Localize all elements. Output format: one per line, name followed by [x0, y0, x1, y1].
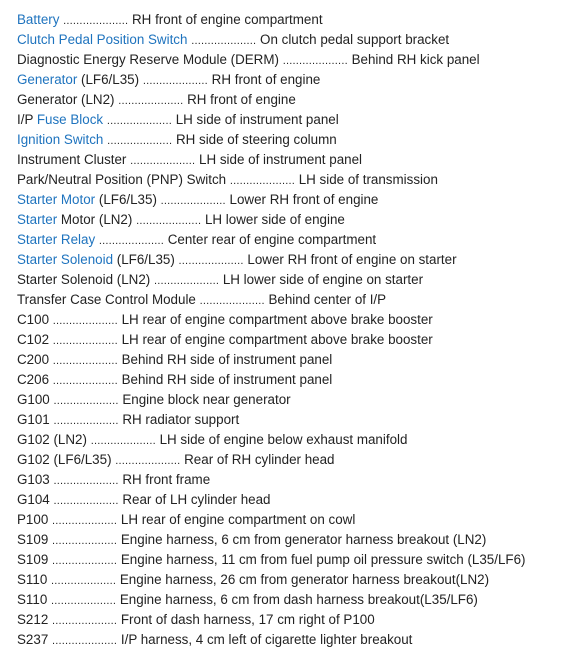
leader-dots: ....................	[282, 55, 348, 67]
location-text: RH front of engine	[187, 92, 296, 107]
leader-dots: ....................	[153, 275, 220, 287]
location-text: RH radiator support	[122, 412, 240, 427]
component-name: G100	[17, 392, 50, 407]
component-name: P100	[17, 512, 49, 527]
location-text: LH side of transmission	[298, 172, 438, 187]
leader-dots: ....................	[142, 75, 208, 87]
leader-dots: ....................	[90, 435, 156, 447]
list-item	[17, 70, 577, 90]
list-item	[17, 550, 577, 570]
component-name: G101	[17, 412, 50, 427]
location-text: LH lower side of engine	[204, 212, 345, 227]
location-text: Engine harness, 11 cm from fuel pump oil pressure switch (L35/LF6)	[120, 552, 526, 567]
leader-dots: ....................	[130, 155, 196, 167]
component-link[interactable]: Starter Relay	[17, 232, 96, 247]
component-link[interactable]: Starter Solenoid	[17, 252, 114, 267]
list-item	[17, 110, 577, 130]
location-text: Rear of RH cylinder head	[184, 452, 335, 467]
list-item	[17, 430, 577, 450]
component-name: S110	[17, 572, 48, 587]
component-name: Starter Solenoid (LN2)	[17, 272, 151, 287]
location-text: Lower RH front of engine	[229, 192, 379, 207]
component-link[interactable]: Starter	[17, 212, 58, 227]
location-text: RH side of steering column	[175, 132, 337, 147]
component-link[interactable]: Fuse Block	[36, 112, 104, 127]
leader-dots: ....................	[136, 215, 202, 227]
location-text: LH lower side of engine on starter	[222, 272, 424, 287]
location-text: LH side of engine below exhaust manifold	[159, 432, 408, 447]
component-name: C102	[17, 332, 50, 347]
location-text: Center rear of engine compartment	[167, 232, 377, 247]
component-link[interactable]: Generator	[17, 72, 78, 87]
location-text: Behind RH side of instrument panel	[121, 352, 333, 367]
component-name: Diagnostic Energy Reserve Module (DERM)	[17, 52, 279, 67]
list-item	[17, 190, 577, 210]
component-name: G103	[17, 472, 50, 487]
leader-dots: ....................	[53, 395, 119, 407]
location-text: LH rear of engine compartment above brake booster	[121, 312, 433, 327]
component-link[interactable]: Battery	[17, 12, 60, 27]
component-name: (LF6/L35)	[95, 192, 157, 207]
component-name: (LF6/L35)	[113, 252, 175, 267]
leader-dots: ....................	[160, 195, 226, 207]
list-item	[17, 530, 577, 550]
leader-dots: ....................	[51, 575, 117, 587]
leader-dots: ....................	[52, 615, 118, 627]
list-item	[17, 570, 577, 590]
location-text: Rear of LH cylinder head	[122, 492, 271, 507]
leader-dots: ....................	[98, 235, 164, 247]
leader-dots: ....................	[52, 375, 118, 387]
component-name: S109	[17, 532, 49, 547]
location-text: Behind center of I/P	[268, 292, 387, 307]
location-text: On clutch pedal support bracket	[260, 32, 450, 47]
list-item	[17, 210, 577, 230]
list-item	[17, 250, 577, 270]
list-item	[17, 150, 577, 170]
list-item	[17, 10, 577, 30]
list-item	[17, 630, 577, 650]
component-name: S110	[17, 592, 48, 607]
list-item	[17, 90, 577, 110]
component-name: G104	[17, 492, 50, 507]
component-name: S212	[17, 612, 49, 627]
location-text: LH side of instrument panel	[175, 112, 339, 127]
location-text: RH front frame	[122, 472, 211, 487]
component-name: G102 (LF6/L35)	[17, 452, 112, 467]
list-item	[17, 370, 577, 390]
leader-dots: ....................	[52, 335, 118, 347]
location-text: Front of dash harness, 17 cm right of P100	[120, 612, 375, 627]
leader-dots: ....................	[118, 95, 184, 107]
location-text: LH rear of engine compartment above brake booster	[121, 332, 433, 347]
leader-dots: ....................	[52, 515, 118, 527]
leader-dots: ....................	[115, 455, 181, 467]
location-text: Engine harness, 6 cm from generator harness breakout (LN2)	[120, 532, 487, 547]
list-item	[17, 290, 577, 310]
component-name: S109	[17, 552, 49, 567]
component-name: Generator (LN2)	[17, 92, 115, 107]
leader-dots: ....................	[229, 175, 295, 187]
list-item	[17, 610, 577, 630]
leader-dots: ....................	[53, 415, 119, 427]
leader-dots: ....................	[63, 15, 129, 27]
list-item	[17, 310, 577, 330]
component-link[interactable]: Ignition Switch	[17, 132, 104, 147]
location-text: RH front of engine	[211, 72, 321, 87]
location-text: Engine harness, 6 cm from dash harness breakout(L35/LF6)	[119, 592, 478, 607]
list-item	[17, 130, 577, 150]
list-item	[17, 350, 577, 370]
leader-dots: ....................	[53, 475, 119, 487]
location-text: Behind RH side of instrument panel	[121, 372, 333, 387]
list-item	[17, 330, 577, 350]
component-name: Transfer Case Control Module	[17, 292, 196, 307]
leader-dots: ....................	[107, 135, 173, 147]
component-name: Instrument Cluster	[17, 152, 127, 167]
list-item	[17, 410, 577, 430]
leader-dots: ....................	[52, 535, 118, 547]
leader-dots: ....................	[199, 295, 265, 307]
location-text: I/P harness, 4 cm left of cigarette lighter breakout	[120, 632, 413, 647]
location-text: Engine harness, 26 cm from generator harness breakout(LN2)	[119, 572, 490, 587]
component-name: (LF6/L35)	[77, 72, 140, 87]
component-name: C100	[17, 312, 50, 327]
location-text: LH side of instrument panel	[199, 152, 363, 167]
component-name: I/P	[17, 112, 37, 127]
component-name: Park/Neutral Position (PNP) Switch	[17, 172, 227, 187]
component-name: C200	[17, 352, 50, 367]
list-item	[17, 490, 577, 510]
component-link[interactable]: Starter Motor	[17, 192, 96, 207]
leader-dots: ....................	[52, 635, 118, 647]
component-name: S237	[17, 632, 49, 647]
list-item	[17, 30, 577, 50]
location-text: LH rear of engine compartment on cowl	[120, 512, 356, 527]
component-name: Motor (LN2)	[57, 212, 133, 227]
list-item	[17, 50, 577, 70]
leader-dots: ....................	[178, 255, 244, 267]
leader-dots: ....................	[52, 315, 118, 327]
location-text: Engine block near generator	[122, 392, 291, 407]
component-link[interactable]: Clutch Pedal Position Switch	[17, 32, 188, 47]
list-item	[17, 230, 577, 250]
list-item	[17, 170, 577, 190]
leader-dots: ....................	[51, 595, 117, 607]
leader-dots: ....................	[191, 35, 257, 47]
leader-dots: ....................	[106, 115, 172, 127]
location-text: Lower RH front of engine on starter	[247, 252, 457, 267]
list-item	[17, 390, 577, 410]
leader-dots: ....................	[53, 495, 119, 507]
component-name: C206	[17, 372, 50, 387]
list-item	[17, 510, 577, 530]
list-item	[17, 270, 577, 290]
list-item	[17, 470, 577, 490]
leader-dots: ....................	[52, 555, 118, 567]
list-item	[17, 590, 577, 610]
component-name: G102 (LN2)	[17, 432, 87, 447]
leader-dots: ....................	[52, 355, 118, 367]
location-text: RH front of engine compartment	[132, 12, 323, 27]
location-text: Behind RH kick panel	[351, 52, 480, 67]
list-item	[17, 450, 577, 470]
